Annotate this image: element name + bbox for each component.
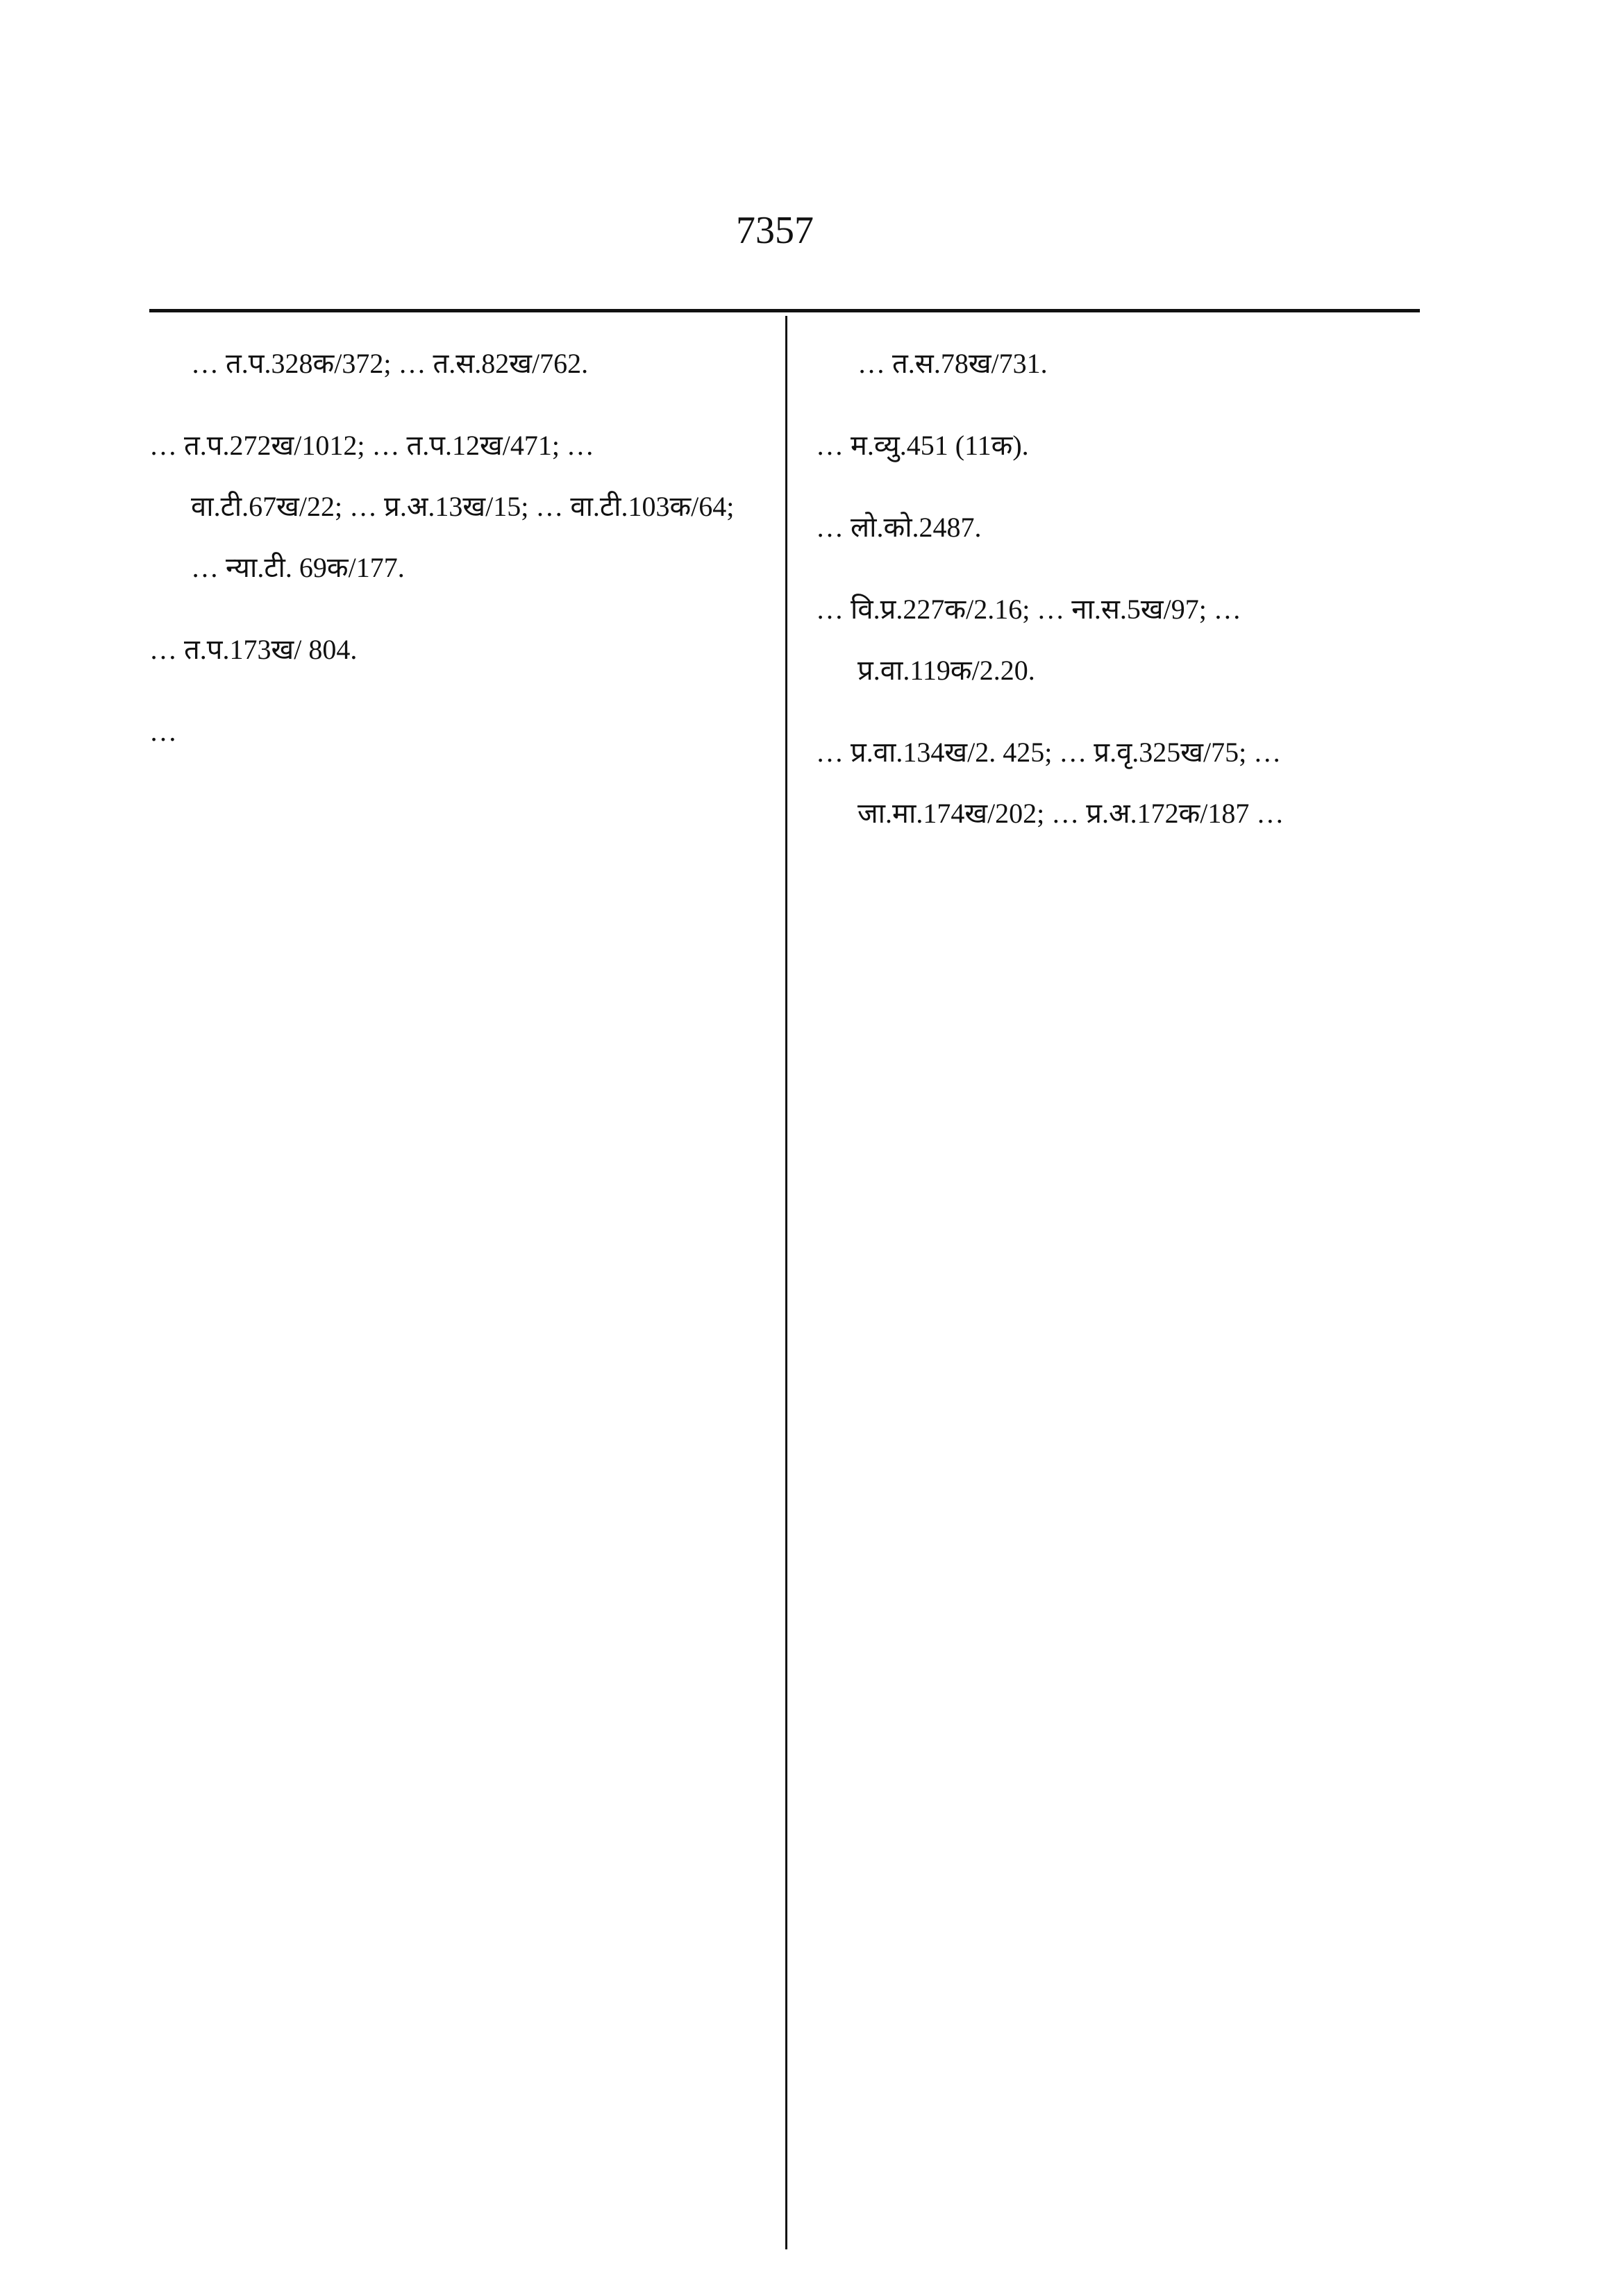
entry-text: … त.प.173ख/ 804. bbox=[149, 634, 358, 665]
column-divider bbox=[785, 316, 787, 2249]
entry-text: … त.स.78ख/731. bbox=[857, 348, 1048, 379]
left-column bbox=[149, 333, 746, 783]
entry-text: … त.प.328क/372; … त.स.82ख/762. bbox=[191, 348, 589, 379]
dictionary-entry bbox=[149, 701, 746, 762]
entry-text: … प्र.वा.134ख/2. 425; … प्र.वृ.325ख/75; … जा.मा.174ख/202; … प्र.अ.172क/187 … bbox=[816, 737, 1284, 829]
entry-text: … bbox=[149, 716, 177, 747]
dictionary-entry bbox=[816, 579, 1413, 701]
page-header bbox=[0, 0, 1624, 292]
page-number: 7357 bbox=[736, 209, 814, 252]
entry-continuation bbox=[149, 333, 746, 394]
dictionary-entry bbox=[816, 415, 1413, 476]
header-rule bbox=[149, 309, 1420, 312]
entry-text: … म.व्यु.451 (11क). bbox=[816, 430, 1029, 461]
entry-continuation bbox=[816, 333, 1413, 394]
dictionary-entry bbox=[149, 619, 746, 680]
dictionary-entry bbox=[816, 722, 1413, 844]
entry-text: … लो.को.2487. bbox=[816, 512, 982, 543]
dictionary-entry bbox=[149, 415, 746, 598]
right-column bbox=[816, 333, 1413, 865]
dictionary-entry bbox=[816, 497, 1413, 558]
entry-text: … वि.प्र.227क/2.16; … ना.स.5ख/97; … प्र.वा.119क/2.20. bbox=[816, 594, 1241, 686]
entry-text: … त.प.272ख/1012; … त.प.12ख/471; … वा.टी.67ख/22; … प्र.अ.13ख/15; … वा.टी.103क/64; … न्या.टी. 69क/177. bbox=[149, 430, 735, 583]
